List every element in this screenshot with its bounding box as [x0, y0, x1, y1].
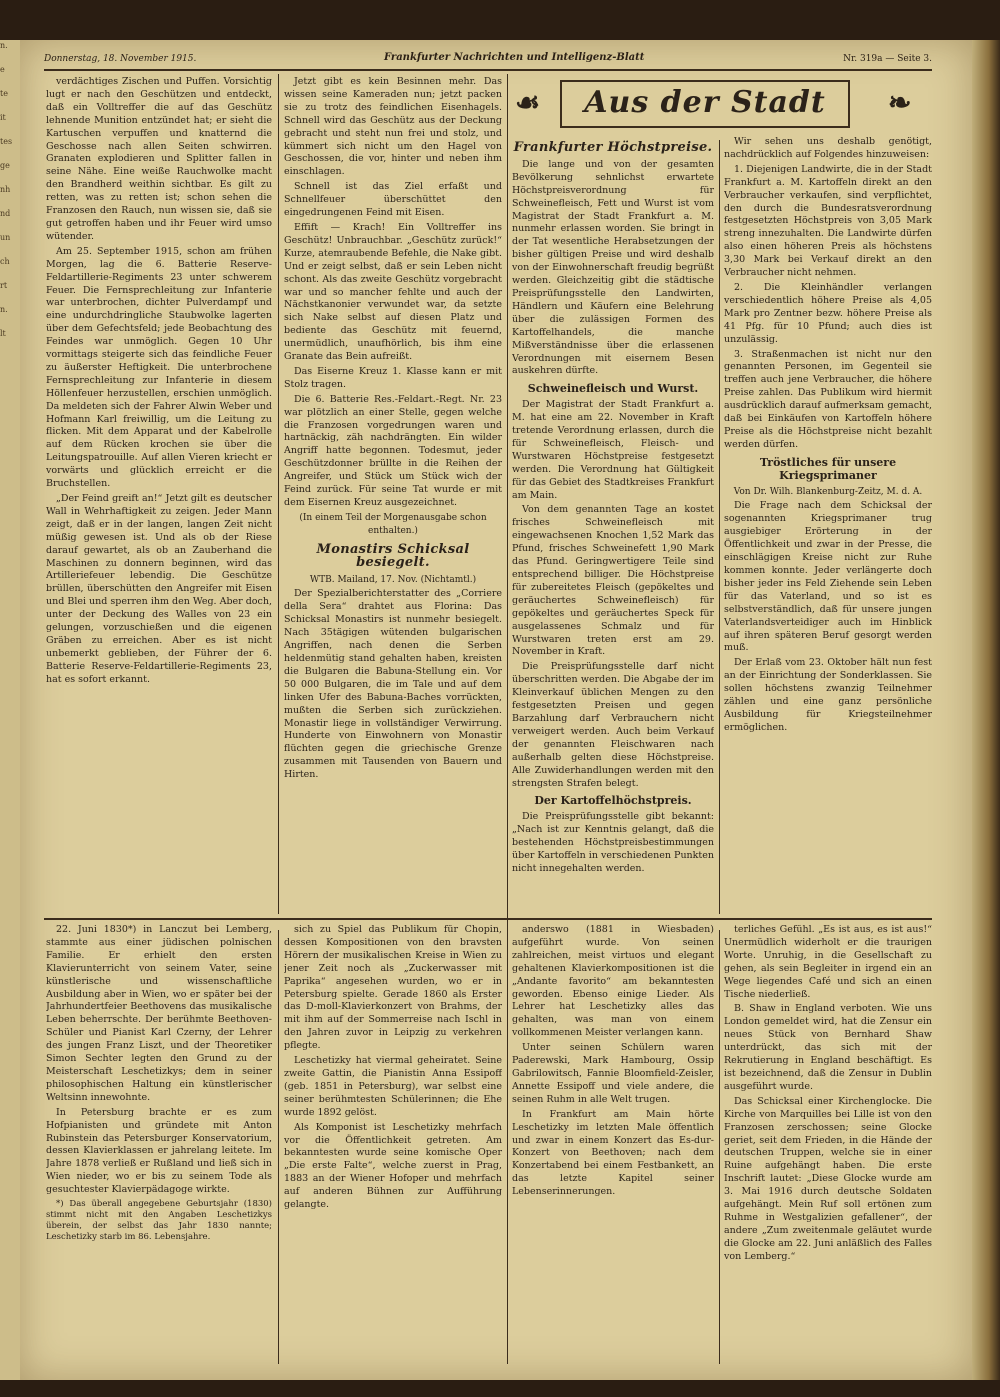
margin-fragment: [0, 76, 22, 88]
masthead: [44, 50, 932, 68]
paragraph: Das Eiserne Kreuz 1. Klasse kann er mit Stolz tragen.: [284, 365, 502, 390]
article-column-5: [512, 136, 714, 914]
margin-fragment: rt: [0, 281, 8, 290]
feuilleton-column-1: [46, 924, 272, 1364]
margin-fragment: n.: [0, 41, 8, 50]
paragraph: Von dem genannten Tage an kostet frisches Schweinefleisch mit eingewachsenen Knochen 1,52 Mark das Pfund, frisches Schweinefett 1,90 Mark das Pfund. Geringwertigere Teile sind entsprechend billiger. Die Höchstpreise für zubereitetes Fleisch (gepökeltes und geräuchertes Schweinefleisch) für gepökeltes und geräuchertes Speck für ausgelassenes Schmalz und für Wurstwaren treten erst am 29. November in Kraft.: [512, 504, 714, 658]
margin-fragment: nh: [0, 185, 11, 194]
margin-fragment: [0, 244, 22, 256]
article-column-6: [724, 136, 932, 914]
masthead-page: Nr. 319a — Seite 3.: [843, 54, 932, 64]
paragraph: terliches Gefühl. „Es ist aus, es ist aus!“ Unermüdlich widerholt er die traurigen Worte. Unruhig, in die Gesellschaft zu gehen, als sein Begleiter in irgend ein an Wege liegendes Café und sich an einen Tische niederließ.: [724, 924, 932, 1000]
article-note: (In einem Teil der Morgenausgabe schon enthalten.): [299, 512, 487, 536]
subheadline: Der Kartoffelhöchstpreis.: [534, 794, 692, 808]
margin-fragment: n.: [0, 305, 8, 314]
margin-fragment: [0, 268, 22, 280]
article-column-2: [284, 76, 502, 914]
paragraph: B. Shaw in England verboten. Wie uns London gemeldet wird, hat die Zensur ein neues Stück von Bernhard Shaw unterdrückt, das sich mit der Rekrutierung in England beschäftigt. Es ist bezeichnend, daß die Zensur in Dublin ausgeführt wurde.: [724, 1003, 932, 1092]
paragraph: Unter seinen Schülern waren Paderewski, Mark Hambourg, Ossip Gabrilowitsch, Fannie Bloomfield-Zeisler, Annette Essipoff und viele andere, die seinen Ruhm in alle Welt trugen.: [512, 1042, 714, 1105]
paragraph: 2. Die Kleinhändler verlangen verschiedentlich höhere Preise als 4,05 Mark pro Zentner bezw. höhere Preise als 41 Pfg. für 10 Pfund; auch dies ist unzulässig.: [724, 281, 932, 345]
margin-fragment: [0, 316, 22, 328]
margin-fragment: ch: [0, 257, 10, 266]
feuilleton-column-2: [284, 924, 502, 1364]
margin-fragment: ge: [0, 161, 10, 170]
masthead-title: Frankfurter Nachrichten und Intelligenz-Blatt: [384, 52, 645, 63]
byline: Von Dr. Wilh. Blankenburg-Zeitz, M. d. A.: [733, 486, 923, 497]
article-headline: Frankfurter Höchstpreise.: [513, 140, 713, 155]
paragraph: Der Spezialberichterstatter des „Corriere della Sera“ drahtet aus Florina: Das Schicksal Monastirs ist nunmehr besiegelt. Nach 35tägigen wütenden bulgarischen Angriffen, nach denen die Serben heldenmütig stand gehalten haben, kreisten die Bulgaren die Babuna-Stellung ein. Vor 50 000 Bulgaren, die im Tale und auf dem linken Ufer des Babuna-Baches vorrückten, mußten die Serben sich zurückziehen. Monastir liege in vollständiger Verwirrung. Hunderte von Einwohnern von Monastir flüchten gegen die griechische Grenze zusammen mit Tausenden von Bauern und Hirten.: [284, 588, 502, 781]
margin-fragment: [0, 52, 22, 64]
margin-fragment: [0, 196, 22, 208]
paragraph: Das Schicksal einer Kirchenglocke. Die Kirche von Marquilles bei Lille ist von den Franzosen zerschossen; seine Glocke geriet, seit dem Frieden, in die Hände der deutschen Truppen, welche sie in einer Ruine aufgehängt haben. Die erste Inschrift lautet: „Diese Glocke wurde am 3. Mai 1916 durch deutsche Soldaten aufgehängt. Mein Ruf soll ertönen zum Ruhme in Westgalizien gefallener“, der andere „Zum zweitenmale geläutet wurde die Glocke am 22. Juni anläßlich des Falles von Lemberg.“: [724, 1095, 932, 1262]
feuilleton-column-4: [724, 924, 932, 1364]
column-rule: [278, 74, 279, 914]
section-title: Aus der Stadt: [560, 80, 850, 128]
article-column-1: [46, 76, 272, 914]
margin-fragment: [0, 292, 22, 304]
dateline: WTB. Mailand, 17. Nov. (Nichtamtl.): [309, 574, 477, 585]
paragraph: In Petersburg brachte er es zum Hofpianisten und gründete mit Anton Rubinstein das Petersburger Konservatorium, dessen Klavierklassen er jahrelang leitete. Im Jahre 1878 verließ er Rußland und ließ sich in Wien nieder, wo er bis zu seinem Tode als gesuchtester Klavierpädagoge wirkte.: [46, 1106, 272, 1196]
masthead-date: Donnerstag, 18. November 1915.: [44, 54, 197, 64]
column-rule: [507, 74, 508, 1364]
margin-fragment: [0, 100, 22, 112]
paragraph: Der Erlaß vom 23. Oktober hält nun fest an der Einrichtung der Sonderklassen. Sie sollen höchstens zwanzig Teilnehmer zählen und eine ganz persönliche Ausbildung für Kriegsteilnehmer ermöglichen.: [724, 657, 932, 733]
margin-fragment: [0, 124, 22, 136]
column-rule: [719, 930, 720, 1364]
article-headline: Tröstliches für unsere Kriegsprimaner: [759, 455, 897, 482]
column-rule: [278, 930, 279, 1364]
footnote: *) Das überall angegebene Geburtsjahr (1830) stimmt nicht mit den Angaben Leschetizkys überein, der selbst das Jahr 1830 nannte; Leschetizky starb im 86. Lebensjahre.: [46, 1199, 272, 1243]
adjacent-page-strip: [0, 40, 22, 1380]
paragraph: Jetzt gibt es kein Besinnen mehr. Das wissen seine Kameraden nun; jetzt packen sie zu trotz des feindlichen Eisenhagels. Schnell wird das Geschütz aus der Deckung gebracht und steht nun frei und stolz, und kümmert sich nicht um den Hagel von Geschossen, die vor, hinter und neben ihm einschlagen.: [284, 76, 502, 178]
ornament-right-icon: ❧: [888, 86, 912, 119]
paragraph: Am 25. September 1915, schon am frühen Morgen, lag die 6. Batterie Reserve-Feldartillerie-Regiments 23 unter schwerem Feuer. Die Fernsprechleitung zur Infanterie war unterbrochen, dichter Pulverdampf und eine undurchdringliche Staubwolke lagerten über dem Gefechtsfeld; jede Beobachtung des Feindes war unmöglich. Gegen 10 Uhr vormittags steigerte sich das feindliche Feuer zu äußerster Heftigkeit. Die unterbrochene Fernsprechleitung zur Infanterie in diesem Höllenfeuer herzustellen, erschien unmöglich. Da meldeten sich der Fahrer Alwin Weber und Hofmann Karl freiwillig, um die Leitung zu flicken. Mit dem Apparat und der Kabelrolle auf dem Rücken krochen sie über die Leitungspatrouille. Auf allen Vieren kriecht er vorwärts und glücklich erreicht er die Bruchstellen.: [46, 245, 272, 490]
paragraph: In Frankfurt am Main hörte Leschetizky im letzten Male öffentlich und zwar in einem Konzert das Es-dur-Konzert von Beethoven; nach dem Konzertabend bei einem Festbankett, an das letzte Kapitel seiner Lebenserinnerungen.: [512, 1108, 714, 1198]
paragraph: sich zu Spiel das Publikum für Chopin, dessen Kompositionen von den bravsten Hörern der musikalischen Kreise in Wien zu jener Zeit noch als „Zuckerwasser mit Paprika“ angesehen wurden, wo er in Petersburg spielte. Gerade 1860 als Erster das D-moll-Klavierkonzert von Brahms, der mit ihm auf der Sommerreise nach Ischl in den Jahren zuvor in Leipzig zu verkehren pflegte.: [284, 924, 502, 1052]
paragraph: Als Komponist ist Leschetizky mehrfach vor die Öffentlichkeit getreten. Am bekanntesten wurde seine komische Oper „Die erste Falte“, welche zuerst in Prag, 1883 an der Wiener Hofoper und mehrfach auf anderen Bühnen zur Aufführung gelangte.: [284, 1121, 502, 1211]
paragraph: Die Preisprüfungsstelle gibt bekannt: „Nach ist zur Kenntnis gelangt, daß die bestehenden Höchstpreisbestimmungen über Kartoffeln in verschiedenen Punkten nicht innegehalten werden.: [512, 811, 714, 874]
paragraph: Die 6. Batterie Res.-Feldart.-Regt. Nr. 23 war plötzlich an einer Stelle, gegen welche die Franzosen vorgedrungen waren und hartnäckig, zäh nachdrängten. Ein wilder Angriff hatte begonnen. Todesmut, jeder Geschützdonner brüllte in die Reihen der Angreifer, und Stück um Stück wich der Feind zurück. Für seine Tat wurde er mit dem Eisernen Kreuz ausgezeichnet.: [284, 393, 502, 508]
paragraph: anderswo (1881 in Wiesbaden) aufgeführt wurde. Von seinen zahlreichen, meist virtuos und elegant gehaltenen Klavierkompositionen ist die „Andante favorito“ am bekanntesten geworden. Ebenso einige Lieder. Als Lehrer hat Leschetizky alles das gehalten, was man von einem vollkommenen Meister verlangen kann.: [512, 924, 714, 1039]
margin-fragment: [0, 148, 22, 160]
paragraph: 3. Straßenmachen ist nicht nur den genannten Personen, im Gegenteil sie treffen auch jene Verbraucher, die höhere Preise zahlen. Das Publikum wird hiermit ausdrücklich darauf aufmerksam gemacht, daß bei Einkäufen von Kartoffeln höhere Preise als die Höchstpreise nicht bezahlt werden dürfen.: [724, 348, 932, 450]
subheadline: Schweinefleisch und Wurst.: [527, 382, 699, 396]
paragraph: Effift — Krach! Ein Volltreffer ins Geschütz! Unbrauchbar. „Geschütz zurück!“ Kurze, atemraubende Befehle, die Nake gibt. Und er zeigt selbst, daß er sein Leben nicht schont. Als das zweite Geschütz vorgebracht war und so mancher fehlte und auch der Nächstkanonier verwundet war, da setzte sich Nake selbst auf diesen Platz und bediente das Geschütz mit feuernd, unermüdlich, unaufhörlich, bis ihm eine Granate das Bein aufreißt.: [284, 221, 502, 363]
article-headline: Monastirs Schicksal besiegelt.: [316, 541, 470, 570]
feuilleton-rule: [44, 918, 932, 920]
margin-fragment: un: [0, 233, 11, 242]
margin-fragment: it: [0, 113, 6, 122]
margin-fragment: e: [0, 65, 5, 74]
margin-fragment: [0, 220, 22, 232]
paragraph: Schnell ist das Ziel erfaßt und Schnellfeuer überschüttet den eingedrungenen Feind mit Eisen.: [284, 181, 502, 219]
masthead-rule: [44, 69, 932, 71]
margin-fragment: lt: [0, 329, 6, 338]
page-edge-shadow: [972, 40, 1000, 1380]
paragraph: Wir sehen uns deshalb genötigt, nachdrücklich auf Folgendes hinzuweisen:: [724, 136, 932, 160]
paragraph: Die Preisprüfungsstelle darf nicht überschritten werden. Die Abgabe der im Kleinverkauf üblichen Mengen zu den festgesetzten Preisen und gegen Barzahlung darf Verbrauchern nicht verweigert werden. Auch beim Verkauf der genannten Fleischwaren nach außerhalb gelten diese Höchstpreise. Alle Zuwiderhandlungen werden mit den strengsten Strafen belegt.: [512, 661, 714, 789]
feuilleton-column-3: [512, 924, 714, 1364]
margin-fragment: nd: [0, 209, 11, 218]
column-rule: [719, 140, 720, 914]
paragraph: „Der Feind greift an!“ Jetzt gilt es deutscher Wall in Wehrhaftigkeit zu zeigen. Jeder Mann zeigt, daß er in der langen, langen Zeit nicht müßig gewesen ist. Und als ob der Riese darauf gewartet, als ob an Zauberhand die Maschinen zu donnern beginnen, wird das Artilleriefeuer lebendig. Die Geschütze brüllen, überschütten den Angreifer mit Eisen und Blei und sperren ihm den Weg. Aber doch, unter der Deckung des Walles von 23 ein gelungen, vorzuschießen und die eigenen Gräben zu erreichen. Aber es ist nicht unbemerkt geblieben, der Führer der 6. Batterie Reserve-Feldartillerie-Regiments 23, hat es sofort erkannt.: [46, 493, 272, 685]
paragraph: Die lange und von der gesamten Bevölkerung sehnlichst erwartete Höchstpreisverordnung für Schweinefleisch, Fett und Wurst ist vom Magistrat der Stadt Frankfurt a. M. nunmehr erlassen worden. Sie bringt in der Tat wesentliche Herabsetzungen der bisher gültigen Preise und wird deshalb von der Einwohnerschaft freudig begrüßt werden. Gleichzeitig gibt die städtische Preisprüfungsstelle den Landwirten, Händlern und Käufern eine Belehrung über die zulässigen Formen des Kartoffelhandels, die manche Mißverständnisse über die erlassenen Verordnungen mit eisernem Besen auskehren dürfte.: [512, 158, 714, 377]
margin-fragment: [0, 172, 22, 184]
margin-fragment: te: [0, 89, 8, 98]
ornament-left-icon: ☙: [515, 86, 541, 119]
paragraph: 1. Diejenigen Landwirte, die in der Stadt Frankfurt a. M. Kartoffeln direkt an den Verbraucher verkaufen, sind verpflichtet, den durch die Bundesratsverordnung festgesetzten Höchstpreis von 3,05 Mark streng innezuhalten. Die Landwirte dürfen also einen höheren Preis als höchstens 3,30 Mark bei Verkauf direkt an den Verbraucher nicht nehmen.: [724, 163, 932, 279]
paragraph: Leschetizky hat viermal geheiratet. Seine zweite Gattin, die Pianistin Anna Essipoff (geb. 1851 in Petersburg), war selbst eine seiner berühmtesten Schülerinnen; die Ehe wurde 1892 gelöst.: [284, 1055, 502, 1118]
paragraph: 22. Juni 1830*) in Lanczut bei Lemberg, stammte aus einer jüdischen polnischen Familie. Er erhielt den ersten Klavierunterricht von seinem Vater, seine künstlerische und wissenschaftliche Ausbildung aber in Wien, wo er später bei der Jahrhundertfeier Beethovens das musikalische Leben beherrschte. Der berühmte Beethoven-Schüler und Pianist Karl Czerny, der Lehrer des jungen Franz Liszt, und der Theoretiker Simon Sechter legten den Grund zu der Meisterschaft Leschetizkys; dem in seiner philosophischen Haltung ein künstlerischer Weltsinn innewohnte.: [46, 924, 272, 1103]
paragraph: Die Frage nach dem Schicksal der sogenannten Kriegsprimaner trug ausgiebiger Erörterung in der Öffentlichkeit und zwar in der Presse, die einschlägigen Kreise nicht zur Ruhe kommen konnte. Jeder verlängerte doch bisher jeder ins Feld Ziehende sein Leben für das Vaterland, und so ist es selbstverständlich, daß für unsere jungen Vaterlandsverteidiger auch im Hinblick auf ihren späteren Beruf gesorgt werden muß.: [724, 500, 932, 654]
margin-fragment: tes: [0, 137, 13, 146]
paragraph: verdächtiges Zischen und Puffen. Vorsichtig lugt er nach den Geschützen und entdeckt, daß ein Volltreffer die auf das Geschütz lehnende Munition entzündet hat; er sieht die Kartuschen verpuffen und knatternd die Geschosse nach allen Seiten schwirren. Granaten explodieren und Splitter fallen in seine Nähe. Eine weiße Rauchwolke macht den Brandherd weithin sichtbar. Es gilt zu retten, was zu retten ist; schon sehen die Franzosen den Rauch, nun wissen sie, daß sie gut getroffen haben und ihr Feuer wird umso wütender.: [46, 76, 272, 242]
paragraph: Der Magistrat der Stadt Frankfurt a. M. hat eine am 22. November in Kraft tretende Verordnung erlassen, durch die für Schweinefleisch, Fleisch- und Wurstwaren Höchstpreise festgesetzt werden. Die Verordnung hat Gültigkeit für das Gebiet des Stadtkreises Frankfurt am Main.: [512, 399, 714, 501]
